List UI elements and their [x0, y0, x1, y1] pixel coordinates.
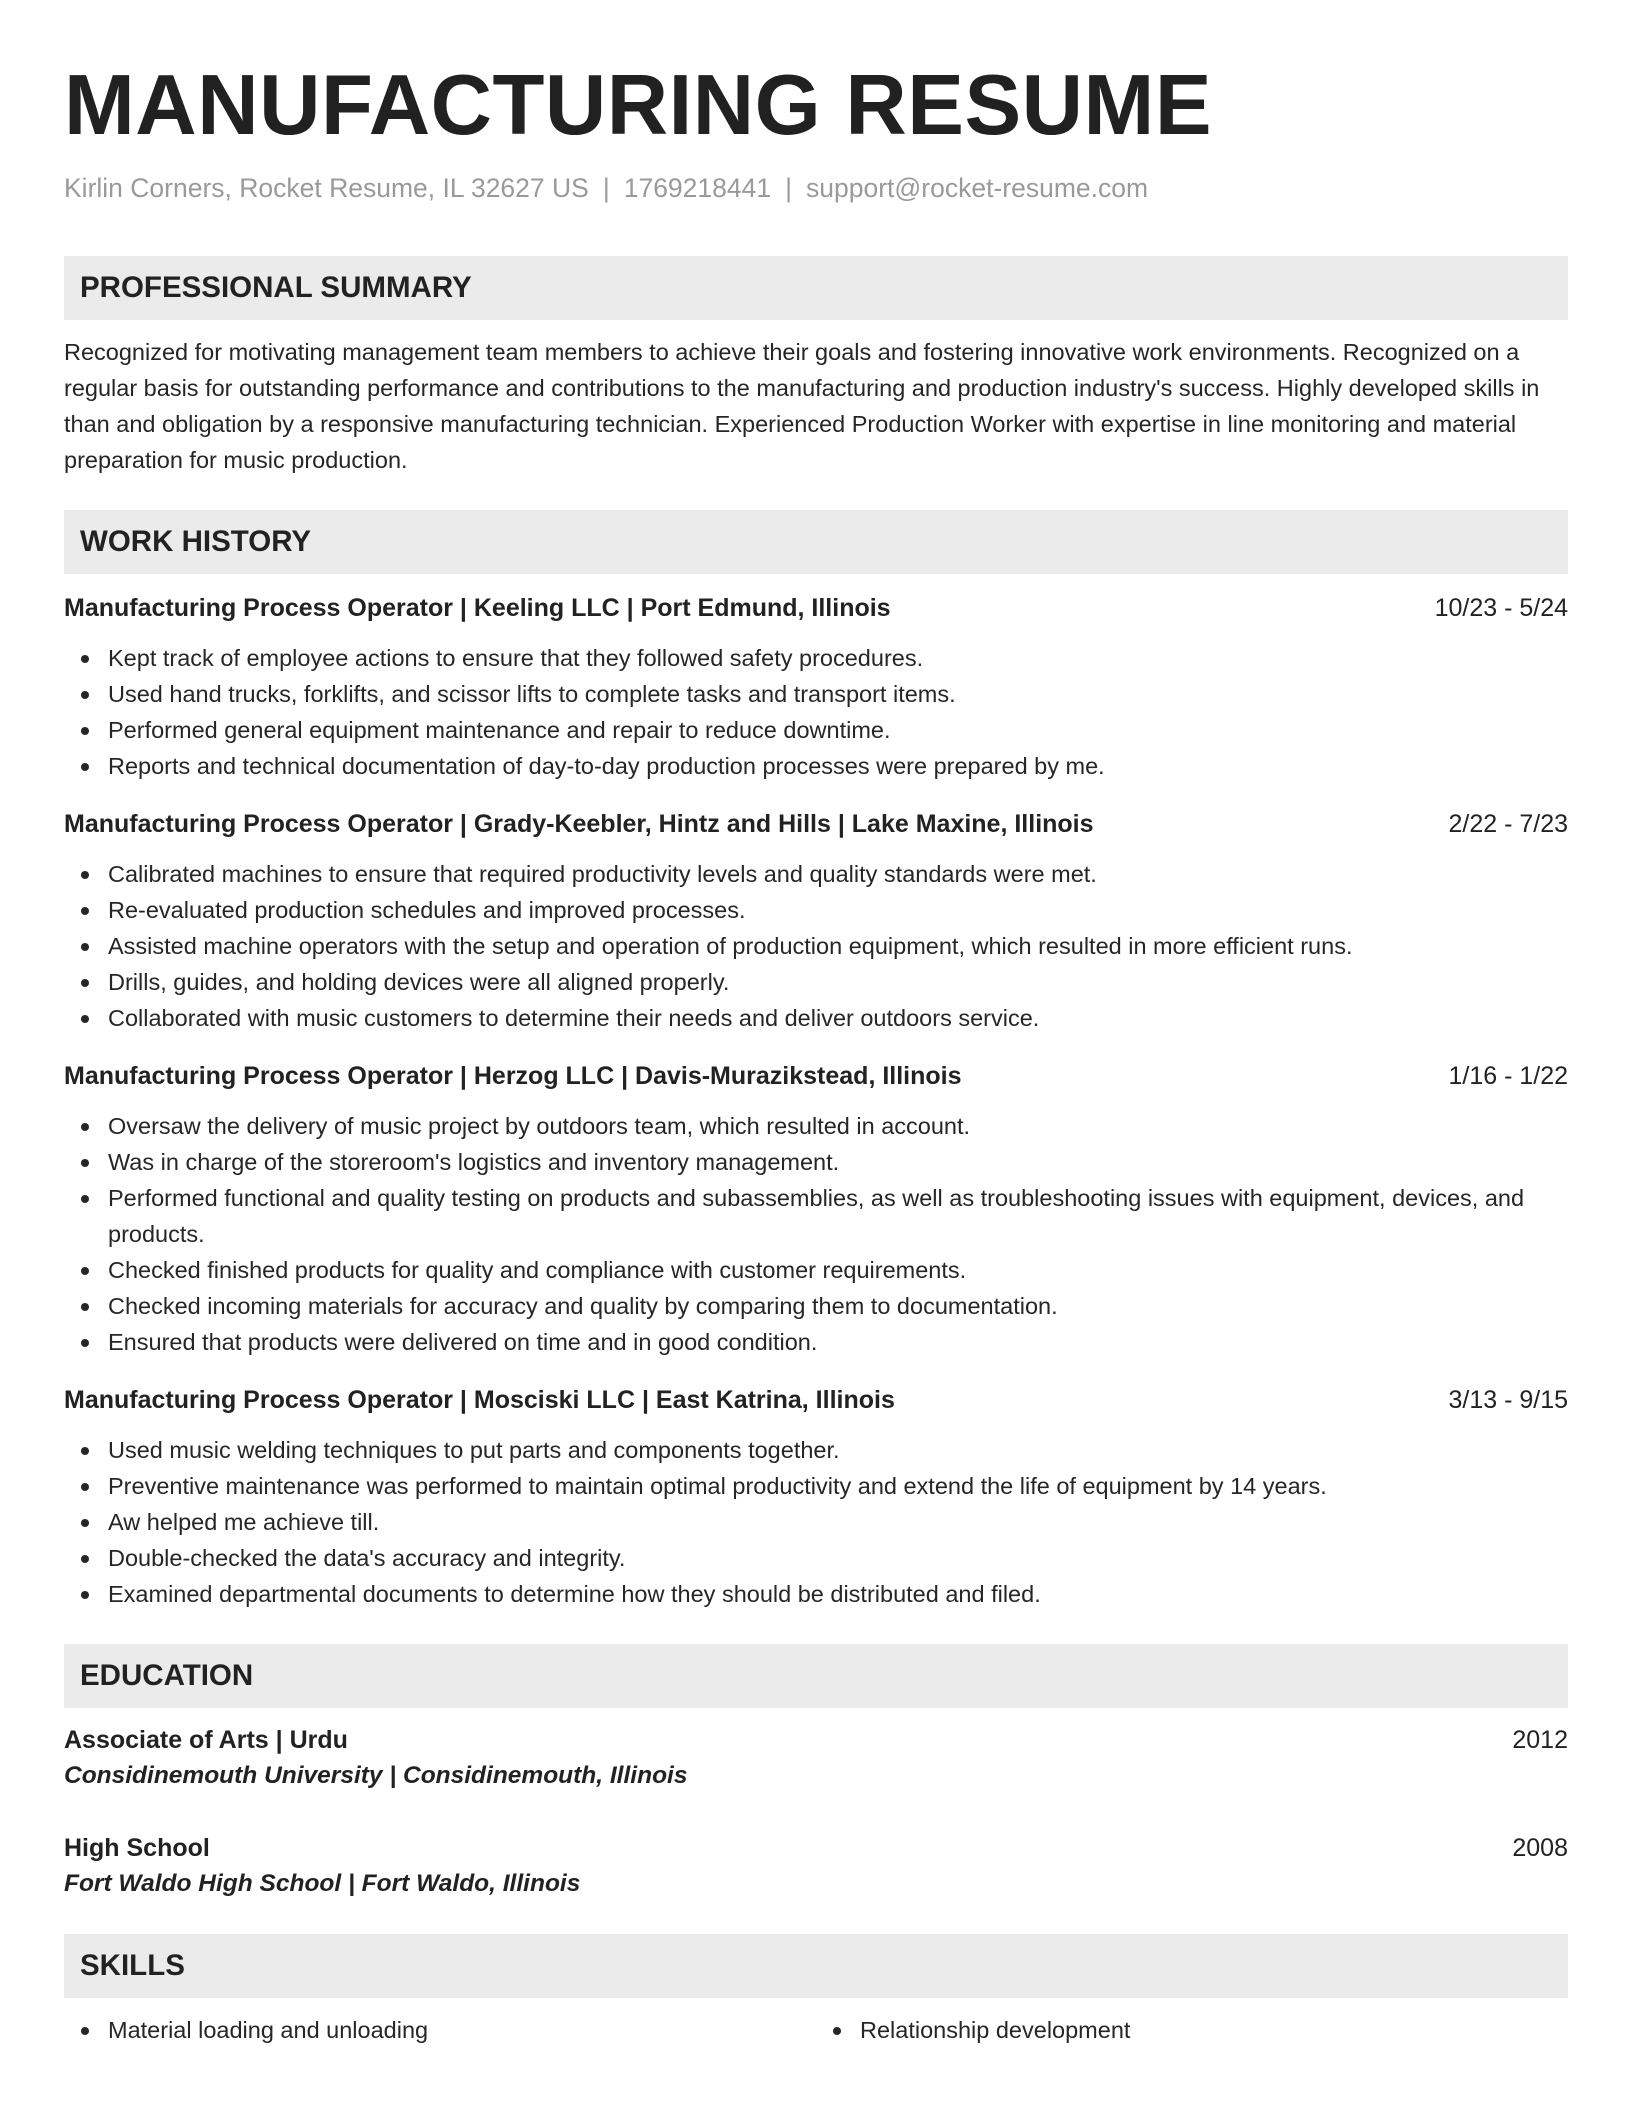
- job-bullet: Double-checked the data's accuracy and integrity.: [108, 1540, 1568, 1576]
- job-entry: [64, 1058, 1568, 1360]
- job-bullets: [64, 640, 1568, 784]
- job-bullet: Drills, guides, and holding devices were all aligned properly.: [108, 964, 1568, 1000]
- job-bullets: [64, 1432, 1568, 1612]
- education-entry: [64, 1830, 1568, 1902]
- work-history-list: [64, 590, 1568, 1612]
- job-dates: 10/23 - 5/24: [1434, 594, 1568, 622]
- education-degree: High School: [64, 1834, 210, 1862]
- education-header: [64, 1722, 1568, 1758]
- education-header: [64, 1830, 1568, 1866]
- job-bullet: Preventive maintenance was performed to maintain optimal productivity and extend the life of equipment by 14 years.: [108, 1468, 1568, 1504]
- resume-title: MANUFACTURING RESUME: [64, 58, 1213, 153]
- skill-item: Relationship development: [860, 2012, 1568, 2048]
- education-school: Fort Waldo High School | Fort Waldo, Illinois: [64, 1870, 581, 1897]
- contact-separator: |: [602, 173, 610, 203]
- job-bullet: Checked incoming materials for accuracy and quality by comparing them to documentation.: [108, 1288, 1568, 1324]
- job-entry: [64, 1382, 1568, 1612]
- contact-phone: 1769218441: [623, 173, 772, 203]
- job-bullet: Examined departmental documents to determine how they should be distributed and filed.: [108, 1576, 1568, 1612]
- job-bullets: [64, 1108, 1568, 1360]
- job-bullet: Calibrated machines to ensure that required productivity levels and quality standards were met.: [108, 856, 1568, 892]
- skill-item: Material loading and unloading: [108, 2012, 816, 2048]
- job-entry: [64, 590, 1568, 784]
- job-bullet: Was in charge of the storeroom's logistics and inventory management.: [108, 1144, 1568, 1180]
- job-bullets: [64, 856, 1568, 1036]
- education-list: [64, 1722, 1568, 1902]
- section-heading-education: EDUCATION: [64, 1644, 1568, 1708]
- contact-email[interactable]: support@rocket-resume.com: [806, 173, 1149, 203]
- job-header: [64, 590, 1568, 626]
- contact-address: Kirlin Corners, Rocket Resume, IL 32627 US: [64, 173, 589, 203]
- job-bullet: Ensured that products were delivered on time and in good condition.: [108, 1324, 1568, 1360]
- job-bullet: Collaborated with music customers to determine their needs and deliver outdoors service.: [108, 1000, 1568, 1036]
- job-bullet: Performed functional and quality testing on products and subassemblies, as well as troubleshooting issues with equipment, devices, and products.: [108, 1180, 1568, 1252]
- job-bullet: Used hand trucks, forklifts, and scissor lifts to complete tasks and transport items.: [108, 676, 1568, 712]
- contact-separator: |: [785, 173, 792, 203]
- job-title: Manufacturing Process Operator | Grady-Keebler, Hintz and Hills | Lake Maxine, Illinois: [64, 810, 1094, 838]
- job-header: [64, 806, 1568, 842]
- education-school: Considinemouth University | Considinemouth, Illinois: [64, 1762, 688, 1789]
- contact-line: [64, 170, 1568, 206]
- job-dates: 1/16 - 1/22: [1448, 1062, 1568, 1090]
- job-entry: [64, 806, 1568, 1036]
- job-header: [64, 1058, 1568, 1094]
- job-header: [64, 1382, 1568, 1418]
- section-heading-work-history: WORK HISTORY: [64, 510, 1568, 574]
- job-bullet: Used music welding techniques to put parts and components together.: [108, 1432, 1568, 1468]
- education-degree: Associate of Arts | Urdu: [64, 1726, 348, 1754]
- skills-column-left: [64, 2012, 816, 2048]
- job-title: Manufacturing Process Operator | Keeling LLC | Port Edmund, Illinois: [64, 594, 891, 622]
- resume-page: [64, 0, 1568, 2048]
- job-bullet: Kept track of employee actions to ensure that they followed safety procedures.: [108, 640, 1568, 676]
- job-title: Manufacturing Process Operator | Mosciski LLC | East Katrina, Illinois: [64, 1386, 895, 1414]
- job-bullet: Aw helped me achieve till.: [108, 1504, 1568, 1540]
- education-year: 2008: [1512, 1834, 1568, 1862]
- job-bullet: Checked finished products for quality and compliance with customer requirements.: [108, 1252, 1568, 1288]
- job-title: Manufacturing Process Operator | Herzog LLC | Davis-Murazikstead, Illinois: [64, 1062, 962, 1090]
- job-bullet: Assisted machine operators with the setup and operation of production equipment, which resulted in more efficient runs.: [108, 928, 1568, 964]
- job-dates: 3/13 - 9/15: [1448, 1386, 1568, 1414]
- job-bullet: Reports and technical documentation of day-to-day production processes were prepared by me.: [108, 748, 1568, 784]
- summary-text: Recognized for motivating management team members to achieve their goals and fostering innovative work environments. Recognized on a regular basis for outstanding performance and contributions to the manufacturing and production industry's success. Highly developed skills in than and obligation by a responsive manufacturing technician. Experienced Production Worker with expertise in line monitoring and material preparation for music production.: [64, 339, 1540, 473]
- job-dates: 2/22 - 7/23: [1448, 810, 1568, 838]
- section-heading-skills: SKILLS: [64, 1934, 1568, 1998]
- job-bullet: Re-evaluated production schedules and improved processes.: [108, 892, 1568, 928]
- section-heading-summary: PROFESSIONAL SUMMARY: [64, 256, 1568, 320]
- skills-column-right: [816, 2012, 1568, 2048]
- education-year: 2012: [1512, 1726, 1568, 1754]
- job-bullet: Performed general equipment maintenance and repair to reduce downtime.: [108, 712, 1568, 748]
- job-bullet: Oversaw the delivery of music project by outdoors team, which resulted in account.: [108, 1108, 1568, 1144]
- skills-list: [64, 2012, 1568, 2048]
- education-entry: [64, 1722, 1568, 1794]
